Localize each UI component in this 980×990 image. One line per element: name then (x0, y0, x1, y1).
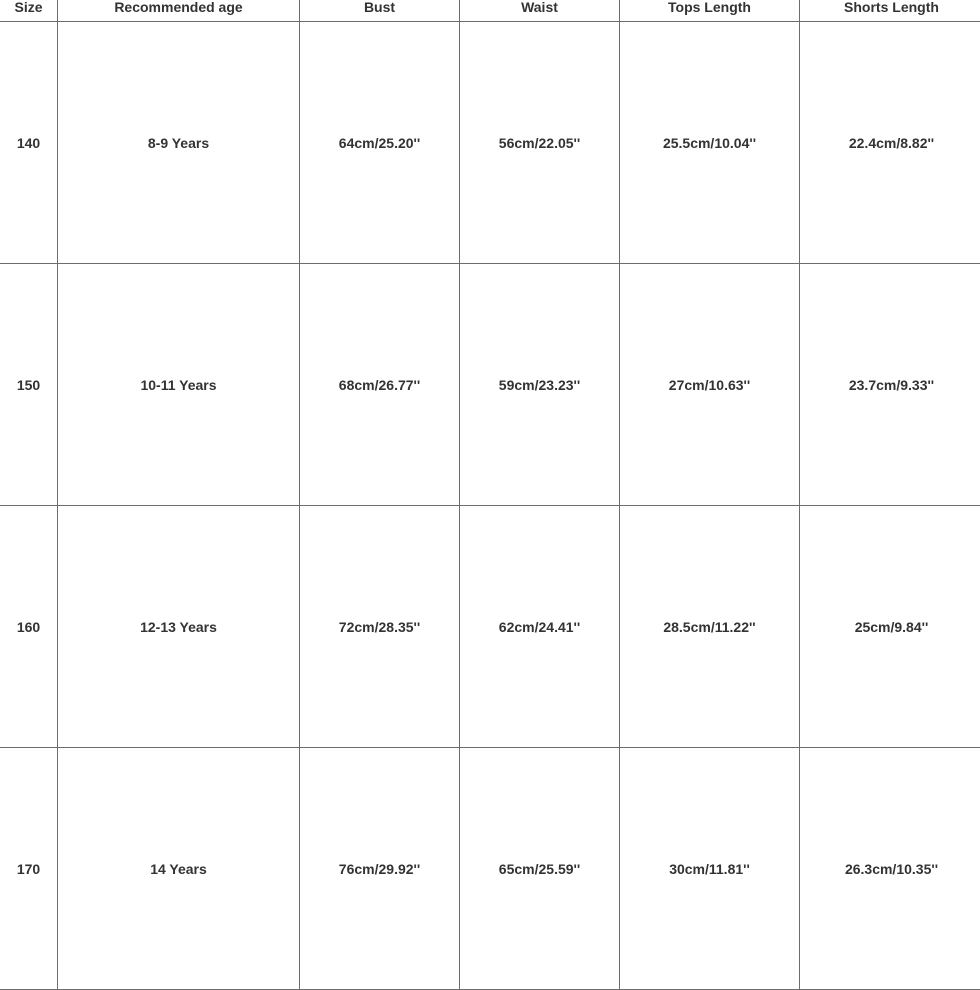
cell-bust: 64cm/25.20'' (300, 22, 460, 264)
header-shorts-length: Shorts Length (800, 0, 980, 22)
cell-shorts-length: 25cm/9.84'' (800, 506, 980, 748)
cell-size: 170 (0, 748, 58, 990)
cell-waist: 56cm/22.05'' (460, 22, 620, 264)
header-row (0, 0, 980, 22)
cell-waist: 59cm/23.23'' (460, 264, 620, 506)
table-row (0, 22, 980, 264)
cell-recommended-age: 8-9 Years (58, 22, 300, 264)
cell-bust: 76cm/29.92'' (300, 748, 460, 990)
header-recommended-age: Recommended age (58, 0, 300, 22)
cell-tops-length: 25.5cm/10.04'' (620, 22, 800, 264)
cell-waist: 65cm/25.59'' (460, 748, 620, 990)
table-row (0, 506, 980, 748)
cell-bust: 68cm/26.77'' (300, 264, 460, 506)
cell-tops-length: 27cm/10.63'' (620, 264, 800, 506)
table-row (0, 264, 980, 506)
cell-size: 150 (0, 264, 58, 506)
header-size: Size (0, 0, 58, 22)
cell-waist: 62cm/24.41'' (460, 506, 620, 748)
cell-recommended-age: 12-13 Years (58, 506, 300, 748)
cell-size: 160 (0, 506, 58, 748)
header-bust: Bust (300, 0, 460, 22)
cell-shorts-length: 23.7cm/9.33'' (800, 264, 980, 506)
cell-tops-length: 28.5cm/11.22'' (620, 506, 800, 748)
cell-bust: 72cm/28.35'' (300, 506, 460, 748)
header-waist: Waist (460, 0, 620, 22)
header-tops-length: Tops Length (620, 0, 800, 22)
size-chart-header (0, 0, 980, 22)
cell-shorts-length: 26.3cm/10.35'' (800, 748, 980, 990)
table-row (0, 748, 980, 990)
cell-shorts-length: 22.4cm/8.82'' (800, 22, 980, 264)
cell-recommended-age: 14 Years (58, 748, 300, 990)
cell-recommended-age: 10-11 Years (58, 264, 300, 506)
size-chart-body (0, 22, 980, 990)
cell-size: 140 (0, 22, 58, 264)
cell-tops-length: 30cm/11.81'' (620, 748, 800, 990)
